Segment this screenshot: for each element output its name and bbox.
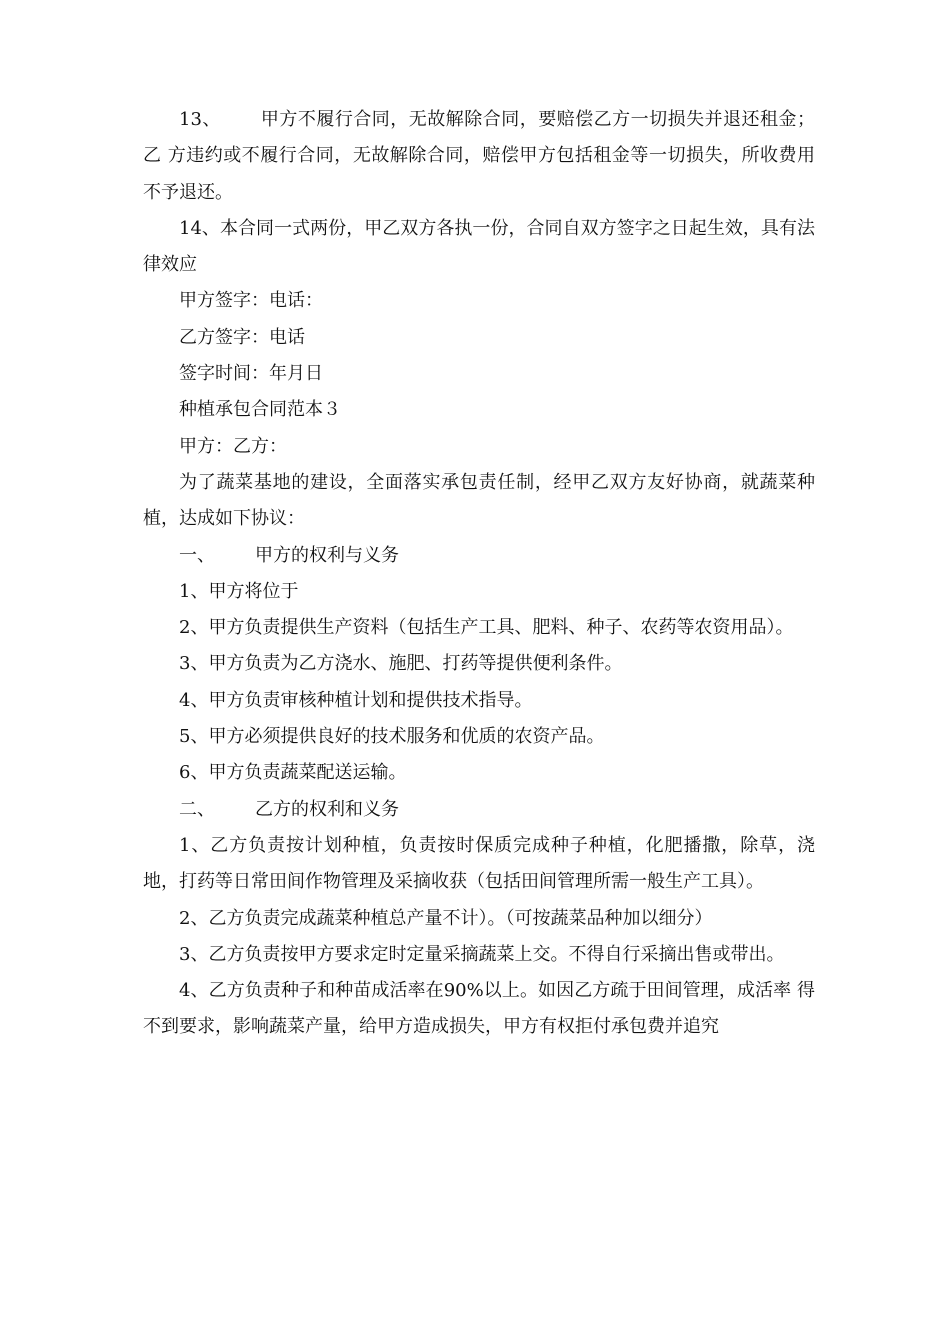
heading-text: 甲方的权利与义务 <box>255 544 399 566</box>
clause-14: 14、本合同一式两份，甲乙双方各执一份，合同自双方签字之日起生效，具有法律效应 <box>143 217 815 276</box>
heading-party-b-rights <box>143 792 815 828</box>
party-a-item-1: 1、甲方将位于 <box>179 580 299 602</box>
party-a-item-6: 6、甲方负责蔬菜配送运输。 <box>179 762 407 784</box>
signature-party-b: 乙方签字：电话 <box>179 326 305 348</box>
section-title: 种植承包合同范本３ <box>179 399 341 421</box>
party-b-item-3: 3、乙方负责按甲方要求定时定量采摘蔬菜上交。不得自行采摘出售或带出。 <box>179 943 785 965</box>
party-a-item-4: 4、甲方负责审核种植计划和提供技术指导。 <box>179 689 533 711</box>
signature-date: 签字时间：年月日 <box>179 363 323 385</box>
party-a-item-5: 5、甲方必须提供良好的技术服务和优质的农资产品。 <box>179 726 605 748</box>
party-b-item-4: 4、乙方负责种子和种苗成活率在90%以上。如因乙方疏于田间管理，成活率 得不到要求，影响蔬菜产量，给甲方造成损失，甲方有权拒付承包费并追究 <box>143 980 815 1038</box>
signature-party-a: 甲方签字：电话： <box>179 290 323 312</box>
intro-paragraph: 为了蔬菜基地的建设，全面落实承包责任制，经甲乙双方友好协商，就蔬菜种植，达成如下协议： <box>143 471 815 530</box>
heading-number: 一、 <box>179 544 215 566</box>
document-body <box>143 102 821 1046</box>
party-a-item-2: 2、甲方负责提供生产资料（包括生产工具、肥料、种子、农药等农资用品）。 <box>179 617 794 639</box>
party-b-item-2: 2、乙方负责完成蔬菜种植总产量不计）。（可按蔬菜品种加以细分） <box>179 907 713 929</box>
heading-party-a-rights <box>143 538 815 574</box>
party-b-item-1: 1、乙方负责按计划种植，负责按时保质完成种子种植，化肥播撒，除草，浇地，打药等日常田间作物管理及采摘收获（包括田间管理所需一般生产工具）。 <box>143 834 815 893</box>
clause-13 <box>143 102 821 211</box>
heading-text: 乙方的权利和义务 <box>255 798 399 820</box>
clause-text: 甲方不履行合同，无故解除合同，要赔偿乙方一切损失并退还租金；乙 方违约或不履行合同，无故解除合同，赔偿甲方包括租金等一切损失，所收费用 不予退还。 <box>143 109 821 203</box>
heading-number: 二、 <box>179 798 215 820</box>
clause-number: 13、 <box>179 109 221 130</box>
party-a-item-3: 3、甲方负责为乙方浇水、施肥、打药等提供便利条件。 <box>179 653 623 675</box>
parties-line: 甲方：乙方： <box>179 435 287 457</box>
